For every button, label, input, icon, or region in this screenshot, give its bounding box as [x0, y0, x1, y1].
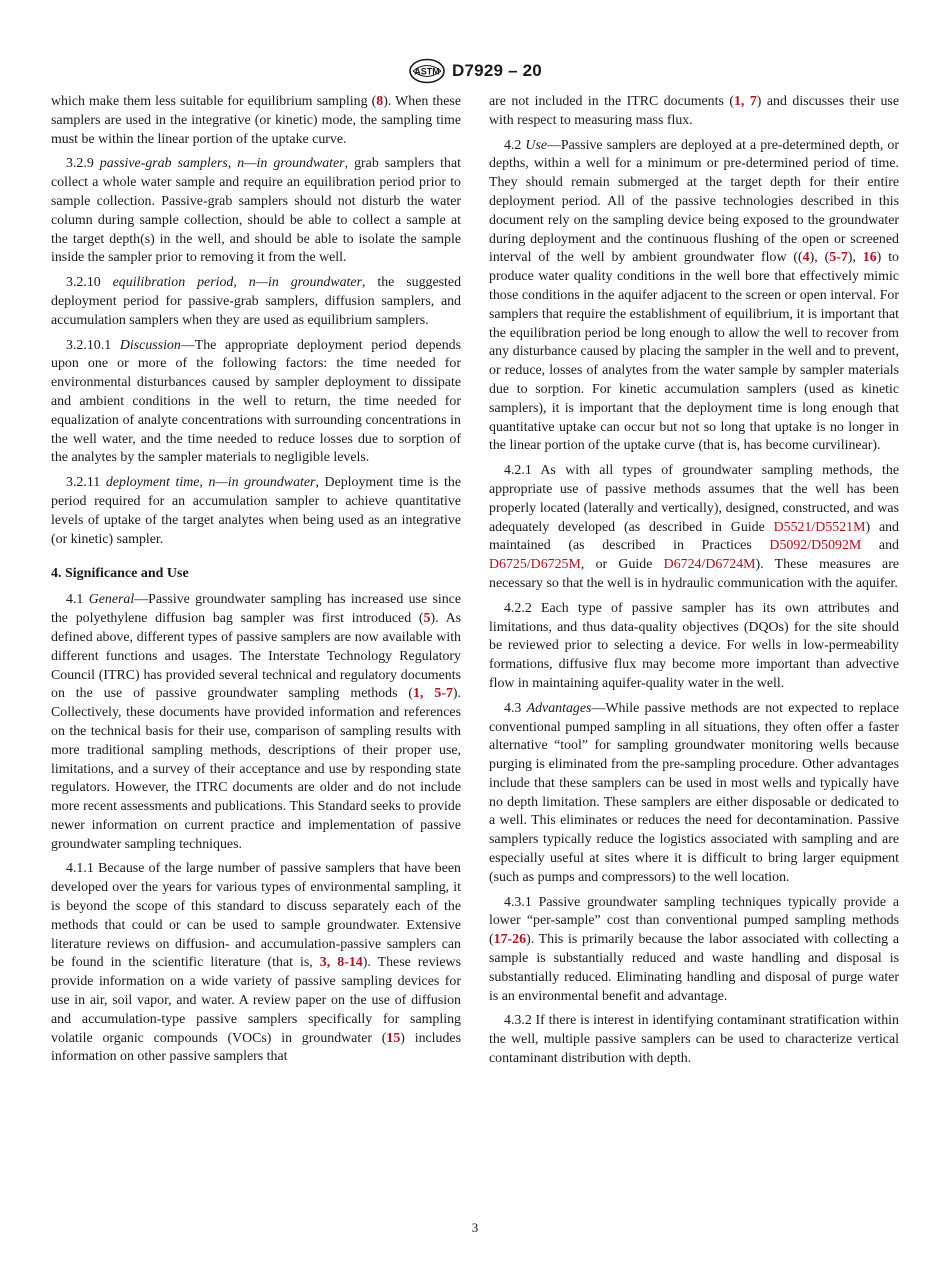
reference-link[interactable]: 5-7	[829, 250, 848, 266]
astm-logo-icon	[408, 58, 446, 84]
subsection-label: Use	[525, 137, 548, 153]
paragraph-4-1-1: 4.1.1 Because of the large number of passive samplers that have been developed over the years for various types of environmental sampling, it is beyond the scope of this standard to discuss separately each of the methods that could or can be used to sample groundwater. Extensive literature reviews on diffusion- and accumulation-passive samplers can be found in the scientific literature (that is, 3, 8-14). These reviews provide information on a wide variety of passive sampling devices for use in air, soil vapor, and water. A review paper on the use of diffusion and accumulation-type passive samplers specifically for sampling volatile organic compounds (VOCs) in groundwater (15) includes information on other passive samplers that	[51, 861, 461, 1065]
reference-link[interactable]: 16	[862, 250, 877, 266]
defined-term: equilibration period, n—in groundwater	[112, 275, 362, 291]
subsection-label: Advantages	[526, 700, 592, 716]
reference-link[interactable]: 17-26	[493, 932, 527, 948]
paragraph-4-3-2: 4.3.2 If there is interest in identifying contaminant stratification within the well, multiple passive samplers can be used to characterize vertical contaminant distribution with depth.	[489, 1013, 899, 1067]
paragraph: which make them less suitable for equilibrium sampling (8). When these samplers are used in the integrative (or kinetic) mode, the sampling time must be within the linear portion of the uptake curve.	[51, 94, 461, 147]
paragraph-4-3: 4.3 Advantages—While passive methods are not expected to replace conventional pumped sampling in all situations, they often offer a faster alternative “tool” for sampling groundwater monitoring wells because purging is eliminated from the pre-sampling procedure. Other advantages include that these samplers can be used in most wells and typically have no depth limitation. These samplers are either disposable or dedicated to a well. This eliminates or reduces the need for decontamination. Passive samplers typically reduce the logistics associated with sampling and are especially useful at sites where it is difficult to bring larger equipment (such as pumps and compressors) to the well location.	[489, 700, 899, 885]
page-header	[0, 56, 950, 86]
section-heading: 4. Significance and Use	[51, 566, 189, 582]
reference-link[interactable]: 1, 7	[733, 94, 757, 109]
defined-term: deployment time, n—in groundwater	[105, 475, 316, 491]
paragraph-4-3-1: 4.3.1 Passive groundwater sampling techniques typically provide a lower “per-sample” cost than conventional pumped sampling methods (17-26). This is primarily because the labor associated with collecting a sample is substantially reduced and waste handling and disposal is substantially reduced. Eliminating handling and disposal of purge water is an environmental benefit and advantage.	[489, 894, 899, 1004]
standard-link[interactable]: D5521/D5521M	[773, 519, 866, 535]
paragraph: are not included in the ITRC documents (1, 7) and discusses their use with respect to measuring mass flux.	[489, 94, 899, 128]
paragraph-3-2-11: 3.2.11 deployment time, n—in groundwater, Deployment time is the period required for an accumulation sampler to achieve quantitative levels of uptake of the target analytes when being used as an integrative (or kinetic) sampler.	[51, 475, 461, 547]
paragraph-3-2-10-1: 3.2.10.1 Discussion—The appropriate deployment period depends upon one or more of the following factors: the time needed for environmental disturbances caused by sampler deployment to dissipate and ambient conditions in the well to return, the time needed for equalization of analyte concentrations with surrounding concentrations in the well water, and the time needed to reduce losses due to sorption of the analytes by the sampler materials to negligible levels.	[51, 337, 461, 466]
reference-link[interactable]: 4	[802, 250, 810, 266]
paragraph-4-1: 4.1 General—Passive groundwater sampling has increased use since the polyethylene diffusion bag sampler was first introduced (5). As defined above, different types of passive samplers are now available with different functions and usages. The Interstate Technology Regulatory Council (ITRC) has provided several technical and regulatory documents on the use of passive groundwater sampling methods (1, 5-7). Collectively, these documents have provided information and references on the technical basis for their use, comparison of sampling results with more traditional sampling methods, descriptions of their proper use, limitations, and a survey of their acceptance and use by responding state regulators. However, the ITRC documents are older and do not include more recent assessments and publications. This Standard seeks to provide newer information on current practice and implementation of passive groundwater sampling techniques.	[51, 592, 462, 852]
page-number: 3	[471, 1220, 479, 1235]
standard-link[interactable]: D5092/D5092M	[769, 538, 862, 554]
reference-link[interactable]: 8	[376, 94, 384, 109]
document-designation: D7929 – 20	[452, 61, 542, 80]
standard-link[interactable]: D6725/D6725M	[489, 557, 581, 573]
paragraph-3-2-9: 3.2.9 passive-grab samplers, n—in groundwater, grab samplers that collect a whole water sample and require an equilibration period prior to sample collection. Passive-grab samplers should not disturb the water column during sample collection, should be able to collect a sample at the target depth(s) in the well, and should be able to isolate the sample inside the sampler prior to removing it from the well.	[51, 156, 461, 266]
reference-link[interactable]: 15	[386, 1030, 401, 1046]
paragraph-4-2-1: 4.2.1 As with all types of groundwater sampling methods, the appropriate use of passive methods assumes that the well has been properly located (laterally and vertically), designed, constructed, and was adequately developed (as described in Guide D5521/D5521M) and maintained (as described in Practices D5092/D5092M and D6725/D6725M, or Guide D6724/D6724M). These measures are necessary so that the well is in hydraulic communication with the aquifer.	[489, 463, 900, 591]
defined-term: passive-grab samplers, n—in groundwater	[99, 156, 345, 172]
paragraph-4-2: 4.2 Use—Passive samplers are deployed at a pre-determined depth, or depths, within a well for a minimum or pre-determined period of time. They should remain submerged at the target depth for their entire deployment period. All of the passive technologies described in this document rely on the sampling device being exposed to the groundwater during deployment and the continuous flushing of the open or screened interval of the well by ambient groundwater flow ((4), (5-7), 16) to produce water quality conditions in the well bore that effectively mimic those conditions in the aquifer adjacent to the screen or open interval. For samplers that require the establishment of equilibrium, it is important that the equilibration period be long enough to allow the well to recover from any disturbance caused by placing the sampler in the well and to prevent, or reduce, losses of analytes from the water sample by sampler materials due to sorption. For kinetic accumulation samplers (used as kinetic samplers), it is important that the deployment time is long enough that quantitative uptake can occur but not so long that uptake is no longer in the linear portion of the uptake curve (that is, has become curvilinear).	[489, 137, 900, 454]
svg-text:ASTM: ASTM	[414, 66, 440, 77]
reference-link[interactable]: 5	[423, 611, 431, 627]
reference-link[interactable]: 3, 8-14	[319, 955, 363, 971]
paragraph-3-2-10: 3.2.10 equilibration period, n—in groundwater, the suggested deployment period for passive-grab samplers, diffusion samplers, and accumulation samplers when they are used as equilibrium samplers.	[51, 275, 462, 328]
discussion-label: Discussion	[119, 337, 181, 353]
subsection-label: General	[88, 592, 135, 608]
left-column	[51, 93, 461, 1073]
right-column	[489, 93, 899, 1075]
standard-link[interactable]: D6724/D6724M	[663, 557, 756, 573]
reference-link[interactable]: 1, 5-7	[413, 686, 453, 702]
paragraph-4-2-2: 4.2.2 Each type of passive sampler has its own attributes and limitations, and thus data-quality objectives (DQOs) for the site should be reviewed prior to selecting a device. For wells in low-permeability formations, diffusive flux may become more important than advective flow in maintaining aquifer-quality water in the well.	[489, 600, 899, 691]
